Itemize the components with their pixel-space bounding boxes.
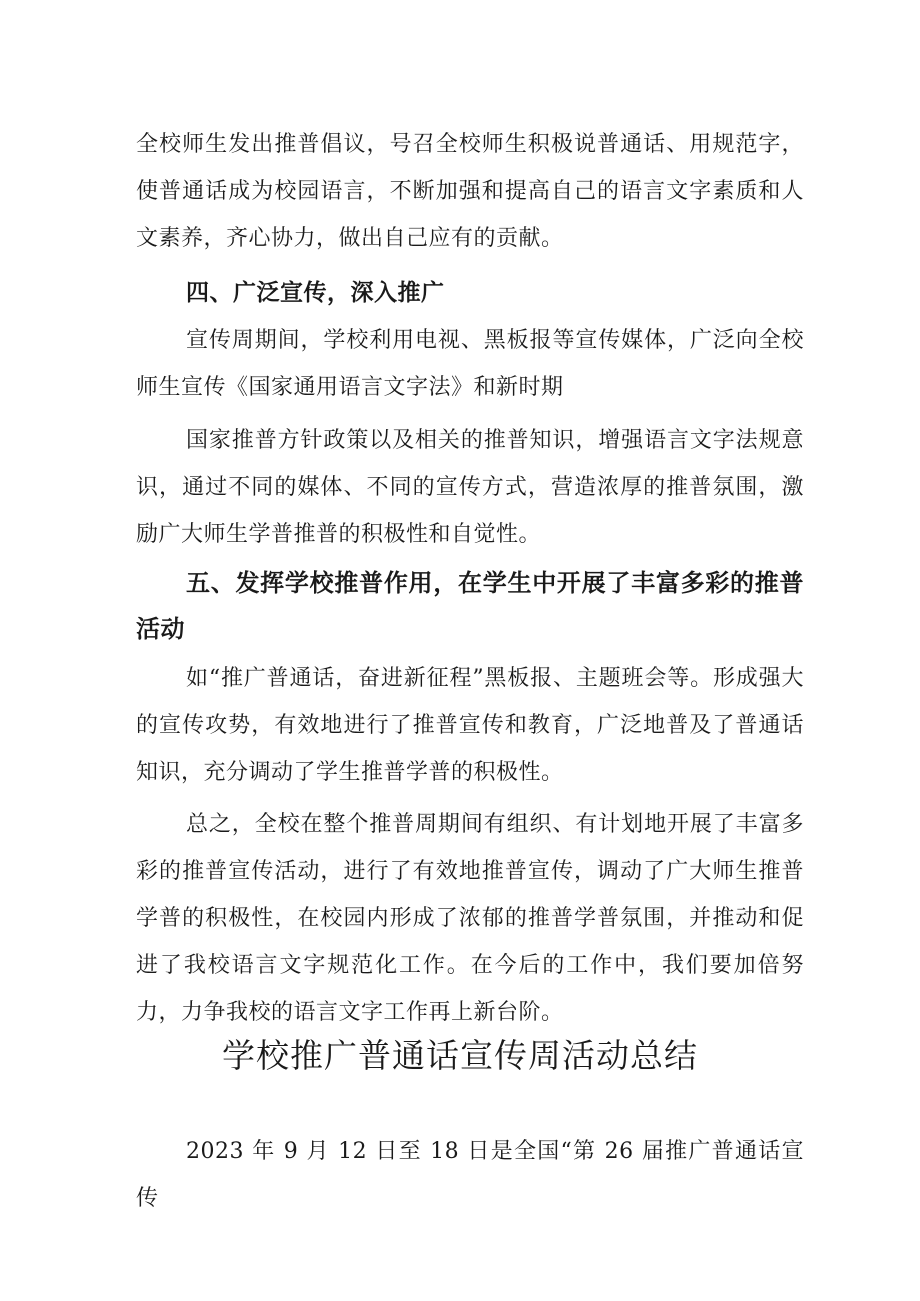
- paragraph-summary: 总之，全校在整个推普周期间有组织、有计划地开展了丰富多彩的推普宣传活动，进行了有效地推普宣传，调动了广大师生推普学普的积极性，在校园内形成了浓郁的推普学普氛围，并推动和促进了我校语言文字规范化工作。在今后的工作中，我们要加倍努力，力争我校的语言文字工作再上新台阶。: [136, 812, 804, 1025]
- section-heading-four: 四、广泛宣传，深入推广: [186, 280, 445, 306]
- paragraph-proposal: 全校师生发出推普倡议，号召全校师生积极说普通话、用规范字，使普通话成为校园语言，不断加强和提高自己的语言文字素质和人文素养，齐心协力，做出自己应有的贡献。: [136, 132, 804, 251]
- document-title: 学校推广普通话宣传周活动总结: [222, 1036, 698, 1075]
- paragraph-publicity: 宣传周期间，学校利用电视、黑板报等宣传媒体，广泛向全校师生宣传《国家通用语言文字法》和新时期: [136, 328, 804, 400]
- paragraph-activities: 如“推广普通话，奋进新征程”黑板报、主题班会等。形成强大的宣传攻势，有效地进行了推普宣传和教育，广泛地普及了普通话知识，充分调动了学生推普学普的积极性。: [136, 666, 804, 785]
- paragraph-policy: 国家推普方针政策以及相关的推普知识，增强语言文字法规意识，通过不同的媒体、不同的宣传方式，营造浓厚的推普氛围，激励广大师生学普推普的积极性和自觉性。: [136, 428, 804, 547]
- paragraph-intro-date: 2023 年 9 月 12 日至 18 日是全国“第 26 届推广普通话宣传: [136, 1139, 804, 1211]
- section-heading-five: 五、发挥学校推普作用，在学生中开展了丰富多彩的推普活动: [136, 569, 804, 643]
